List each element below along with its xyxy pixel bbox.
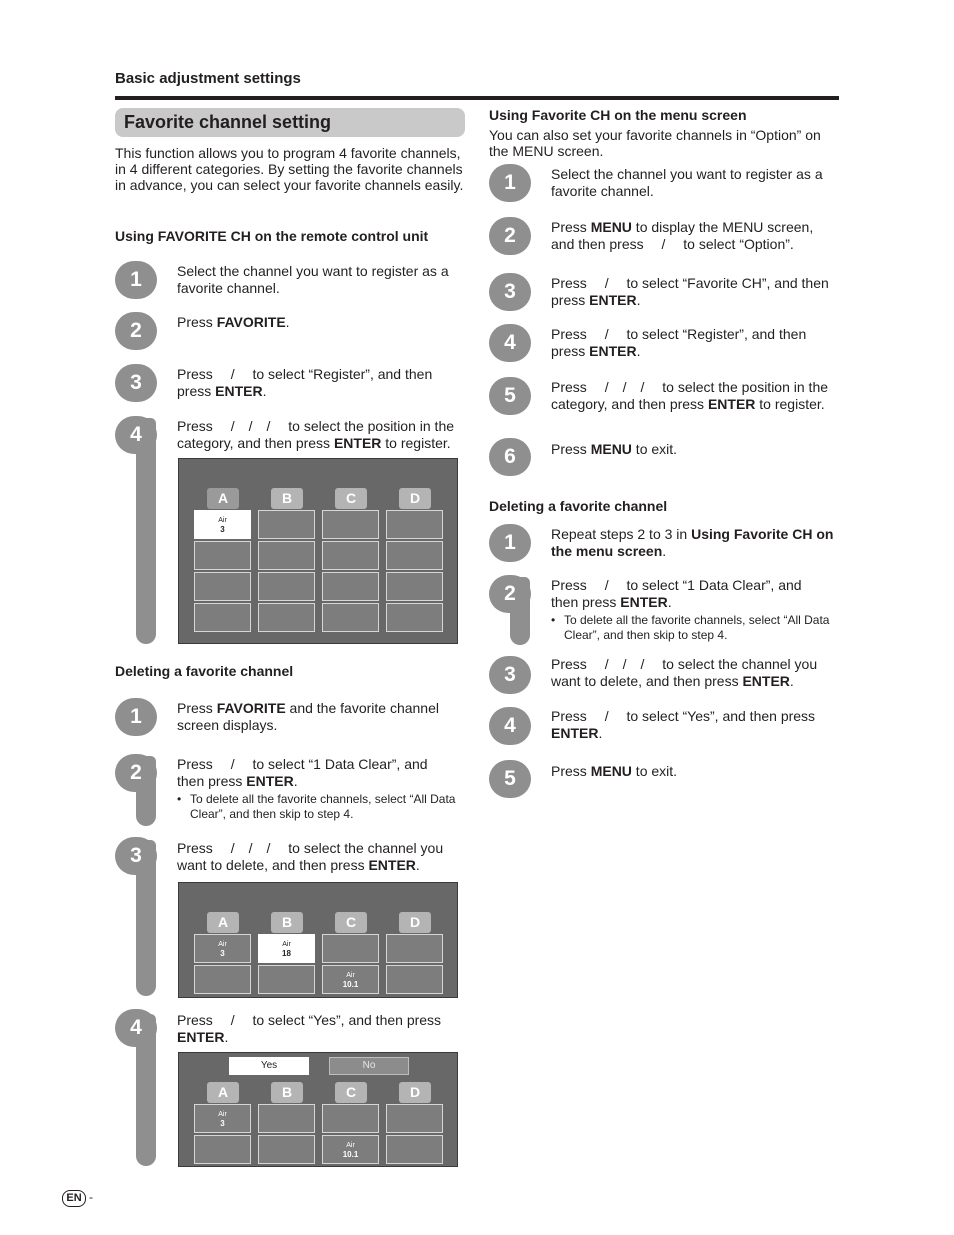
step-number: 2 <box>489 217 531 255</box>
favorite-screen-register <box>178 458 458 644</box>
step-text: Press / to select “1 Data Clear”, and then press ENTER. <box>177 756 428 789</box>
category-tab-b: B <box>271 912 303 933</box>
channel-cell <box>194 965 251 994</box>
category-tab-a: A <box>207 1082 239 1103</box>
step-text: Press / to select “Favorite CH”, and then press ENTER. <box>551 275 829 308</box>
category-tab-a: A <box>207 912 239 933</box>
menu-intro: You can also set your favorite channels in “Option” on the MENU screen. <box>489 127 821 159</box>
channel-cell <box>194 572 251 601</box>
arrow-keys-icon: / <box>590 708 623 724</box>
channel-cell <box>258 603 315 632</box>
channel-cell <box>258 965 315 994</box>
remote-heading: Using FAVORITE CH on the remote control unit <box>115 228 429 244</box>
step-text: Press / / / to select the position in the category, and then press ENTER to register. <box>177 418 455 451</box>
arrow-keys-icon: / <box>590 326 623 342</box>
channel-cell <box>258 572 315 601</box>
channel-cell <box>322 541 379 570</box>
language-badge: EN <box>62 1190 86 1207</box>
channel-cell <box>322 603 379 632</box>
channel-cell <box>258 541 315 570</box>
channel-cell: Air 10.1 <box>322 965 379 994</box>
channel-cell <box>258 1135 315 1164</box>
step-number: 3 <box>115 364 157 402</box>
arrow-keys-icon: / <box>590 577 623 593</box>
step-text: Press FAVORITE and the favorite channel screen displays. <box>177 700 439 733</box>
step-number: 1 <box>115 261 157 299</box>
page-title: Favorite channel setting <box>124 112 332 132</box>
step-text: Press / to select “Yes”, and then press ENTER. <box>551 708 816 741</box>
category-tab-b: B <box>271 488 303 509</box>
step-note: • To delete all the favorite channels, select “All Data Clear”, and then skip to step 4. <box>177 792 456 821</box>
step-text: Press MENU to exit. <box>551 441 678 457</box>
step-number: 4 <box>115 1009 157 1047</box>
step-number: 5 <box>489 760 531 798</box>
category-tab-d: D <box>399 488 431 509</box>
step-text: Press / to select “Register”, and then press ENTER. <box>177 366 433 399</box>
channel-cell <box>386 965 443 994</box>
step-text: Press FAVORITE. <box>177 314 290 330</box>
arrow-keys-icon: / <box>647 235 680 252</box>
menu-heading: Using Favorite CH on the menu screen <box>489 107 747 123</box>
channel-cell: Air 18 <box>258 934 315 963</box>
step-text: Press MENU to display the MENU screen, and then press / to select “Option”. <box>551 219 814 252</box>
step-number: 1 <box>489 524 531 562</box>
step-number: 6 <box>489 438 531 476</box>
channel-cell <box>258 1104 315 1133</box>
intro-text: This function allows you to program 4 favorite channels, in 4 different categories. By setting the favorite channels in advance, you can select your favorite channels easily. <box>115 145 464 193</box>
arrow-keys-icon: / / / <box>216 418 285 434</box>
channel-cell <box>258 510 315 539</box>
page-number-dash: - <box>89 1190 93 1204</box>
channel-cell <box>386 1135 443 1164</box>
category-tab-d: D <box>399 912 431 933</box>
step-number: 4 <box>489 324 531 362</box>
category-tab-d: D <box>399 1082 431 1103</box>
channel-cell <box>322 510 379 539</box>
header-rule <box>115 96 839 100</box>
step-number: 2 <box>115 312 157 350</box>
step-number: 1 <box>115 698 157 736</box>
step-number: 3 <box>115 837 157 875</box>
channel-cell <box>322 1104 379 1133</box>
channel-cell <box>386 541 443 570</box>
channel-cell: Air 3 <box>194 934 251 963</box>
step-number: 4 <box>489 707 531 745</box>
step-number: 1 <box>489 164 531 202</box>
category-tab-c: C <box>335 912 367 933</box>
channel-cell <box>386 1104 443 1133</box>
arrow-keys-icon: / <box>216 756 249 772</box>
channel-cell <box>322 572 379 601</box>
channel-cell: Air 10.1 <box>322 1135 379 1164</box>
delete-heading-right: Deleting a favorite channel <box>489 498 668 514</box>
arrow-keys-icon: / / / <box>590 379 659 395</box>
channel-cell <box>194 603 251 632</box>
channel-cell <box>386 603 443 632</box>
step-note: • To delete all the favorite channels, select “All Data Clear”, and then skip to step 4. <box>551 613 830 642</box>
step-text: Press / / / to select the channel you want to delete, and then press ENTER. <box>177 840 444 873</box>
channel-cell <box>194 1135 251 1164</box>
no-option: No <box>329 1057 409 1075</box>
step-text: Press / to select “Register”, and then press ENTER. <box>551 326 807 359</box>
favorite-screen-delete <box>178 882 458 998</box>
channel-cell <box>194 541 251 570</box>
title-box <box>115 108 465 137</box>
arrow-keys-icon: / / / <box>216 840 285 856</box>
arrow-keys-icon: / <box>590 275 623 291</box>
step-text: Press MENU to exit. <box>551 763 678 779</box>
step-number: 2 <box>489 575 531 613</box>
step-number: 4 <box>115 416 157 454</box>
section-header: Basic adjustment settings <box>115 70 301 87</box>
arrow-keys-icon: / / / <box>590 656 659 672</box>
yes-option: Yes <box>229 1057 309 1075</box>
step-text: Press / to select “Yes”, and then press ENTER. <box>177 1012 442 1045</box>
step-number: 3 <box>489 273 531 311</box>
category-tab-b: B <box>271 1082 303 1103</box>
favorite-screen-confirm <box>178 1052 458 1167</box>
step-number: 2 <box>115 754 157 792</box>
channel-cell <box>386 510 443 539</box>
step-text: Select the channel you want to register as a favorite channel. <box>551 166 823 199</box>
channel-cell: Air 3 <box>194 510 251 539</box>
step-number: 3 <box>489 656 531 694</box>
step-text: Press / / / to select the channel you want to delete, and then press ENTER. <box>551 656 818 689</box>
channel-cell: Air 3 <box>194 1104 251 1133</box>
channel-cell <box>386 572 443 601</box>
step-number: 5 <box>489 377 531 415</box>
arrow-keys-icon: / <box>216 366 249 382</box>
step-text: Select the channel you want to register as a favorite channel. <box>177 263 449 296</box>
step-text: Press / to select “1 Data Clear”, and then press ENTER. <box>551 577 802 610</box>
arrow-keys-icon: / <box>216 1012 249 1028</box>
category-tab-c: C <box>335 1082 367 1103</box>
category-tab-a: A <box>207 488 239 509</box>
step-text: Repeat steps 2 to 3 in Using Favorite CH on the menu screen. <box>551 526 834 559</box>
category-tab-c: C <box>335 488 367 509</box>
channel-cell <box>386 934 443 963</box>
delete-heading-left: Deleting a favorite channel <box>115 663 294 679</box>
channel-cell <box>322 934 379 963</box>
step-text: Press / / / to select the position in the category, and then press ENTER to register. <box>551 379 829 412</box>
